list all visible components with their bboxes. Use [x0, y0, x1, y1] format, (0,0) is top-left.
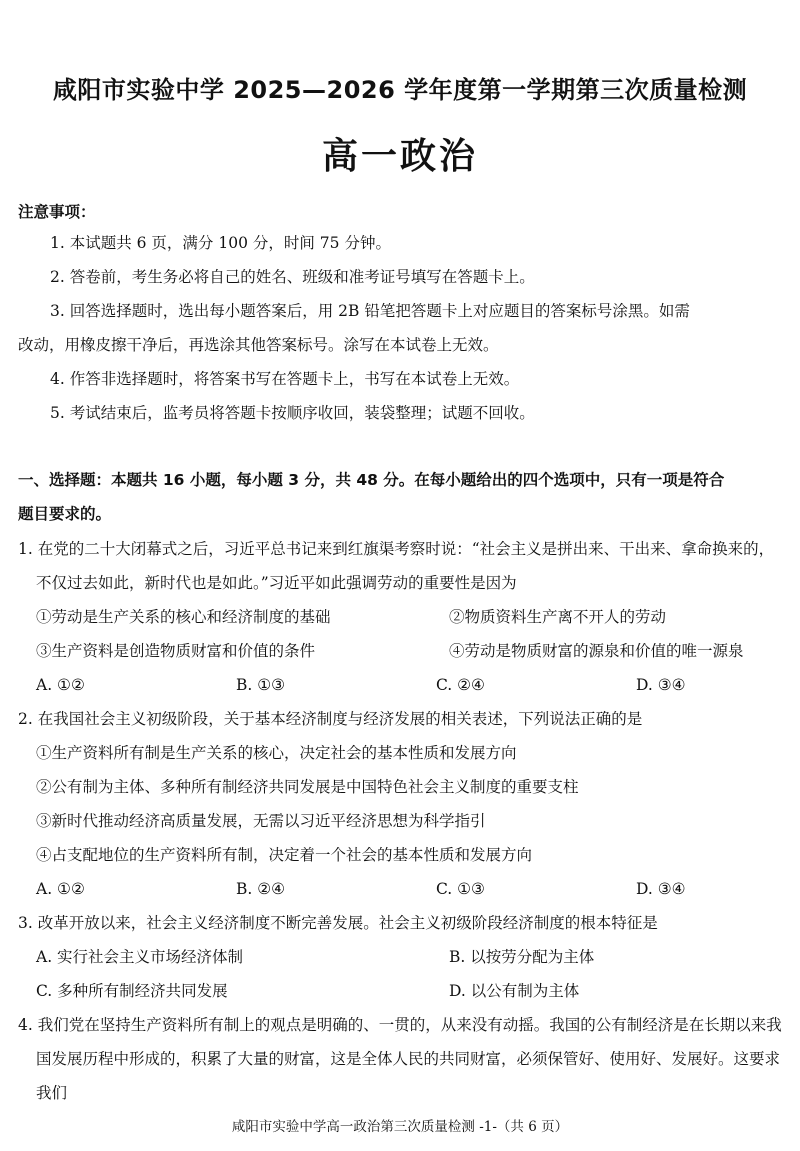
choice-row [18, 940, 788, 974]
exam-title: 咸阳市实验中学 2025—2026 学年度第一学期第三次质量检测 [52, 76, 748, 104]
statement: ②公有制为主体、多种所有制经济共同发展是中国特色社会主义制度的重要支柱 [36, 778, 579, 796]
choice-c: C. ②④ [436, 676, 485, 694]
question-3 [18, 906, 788, 1008]
section-heading-block [18, 463, 788, 531]
choice-d: D. ③④ [636, 676, 686, 694]
statement: ③新时代推动经济高质量发展，无需以习近平经济思想为科学指引 [36, 812, 486, 830]
notice-block [18, 198, 786, 430]
question-1 [18, 532, 788, 702]
choice-row [18, 974, 788, 1008]
question-2 [18, 702, 788, 906]
statement: ④劳动是物质财富的源泉和价值的唯一源泉 [449, 642, 744, 660]
notice-item: 2. 答卷前，考生务必将自己的姓名、班级和准考证号填写在答题卡上。 [50, 268, 535, 286]
page-footer: 咸阳市实验中学高一政治第三次质量检测 -1-（共 6 页） [231, 1119, 569, 1135]
notice-item: 4. 作答非选择题时，将答案书写在答题卡上，书写在本试卷上无效。 [50, 370, 520, 388]
statement-row [18, 600, 788, 634]
choice-row [18, 668, 788, 702]
section-heading-continued: 题目要求的。 [18, 505, 112, 523]
statement: ①生产资料所有制是生产关系的核心，决定社会的基本性质和发展方向 [36, 744, 517, 762]
choice-c: C. ①③ [436, 880, 485, 898]
notice-item: 1. 本试题共 6 页，满分 100 分，时间 75 分钟。 [50, 234, 391, 252]
choice-b: B. ②④ [236, 880, 286, 898]
question-stem: 3. 改革开放以来，社会主义经济制度不断完善发展。社会主义初级阶段经济制度的根本特征是 [18, 914, 658, 932]
choice-row [18, 872, 788, 906]
choice-d: D. 以公有制为主体 [449, 982, 580, 1000]
statement: ③生产资料是创造物质财富和价值的条件 [36, 642, 316, 660]
choice-c: C. 多种所有制经济共同发展 [36, 982, 228, 1000]
choice-a: A. ①② [36, 880, 85, 898]
notice-item: 3. 回答选择题时，选出每小题答案后，用 2B 铅笔把答题卡上对应题目的答案标号涂黑。如需 [50, 302, 690, 320]
choice-a: A. ①② [36, 676, 85, 694]
subject-title: 高一政治 [321, 136, 478, 177]
choice-b: B. ①③ [236, 676, 286, 694]
notice-item: 5. 考试结束后，监考员将答题卡按顺序收回，装袋整理；试题不回收。 [50, 404, 535, 422]
statement: ④占支配地位的生产资料所有制，决定着一个社会的基本性质和发展方向 [36, 846, 533, 864]
statement: ②物质资料生产离不开人的劳动 [449, 608, 667, 626]
question-stem: 4. 我们党在坚持生产资料所有制上的观点是明确的、一贯的，从来没有动摇。我国的公有制经济是在长期以来我国发展历程中形成的，积累了大量的财富，这是全体人民的共同财富，必须保管好、使用好、发展好。这要求我们 [18, 1016, 782, 1102]
section-heading: 一、选择题：本题共 16 小题，每小题 3 分，共 48 分。在每小题给出的四个选项中，只有一项是符合 [18, 471, 725, 489]
choice-b: B. 以按劳分配为主体 [449, 948, 595, 966]
statement-row [18, 634, 788, 668]
choice-d: D. ③④ [636, 880, 686, 898]
question-4 [18, 1008, 788, 1110]
question-stem: 2. 在我国社会主义初级阶段，关于基本经济制度与经济发展的相关表述，下列说法正确的是 [18, 710, 643, 728]
notice-item-continued: 改动，用橡皮擦干净后，再选涂其他答案标号。涂写在本试卷上无效。 [18, 336, 499, 354]
choice-a: A. 实行社会主义市场经济体制 [36, 948, 244, 966]
question-list [18, 532, 788, 1110]
notice-heading: 注意事项： [18, 203, 96, 221]
statement: ①劳动是生产关系的核心和经济制度的基础 [36, 608, 331, 626]
question-stem: 1. 在党的二十大闭幕式之后，习近平总书记来到红旗渠考察时说：“社会主义是拼出来、干出来、拿命换来的，不仅过去如此，新时代也是如此。”习近平如此强调劳动的重要性是因为 [18, 540, 775, 592]
